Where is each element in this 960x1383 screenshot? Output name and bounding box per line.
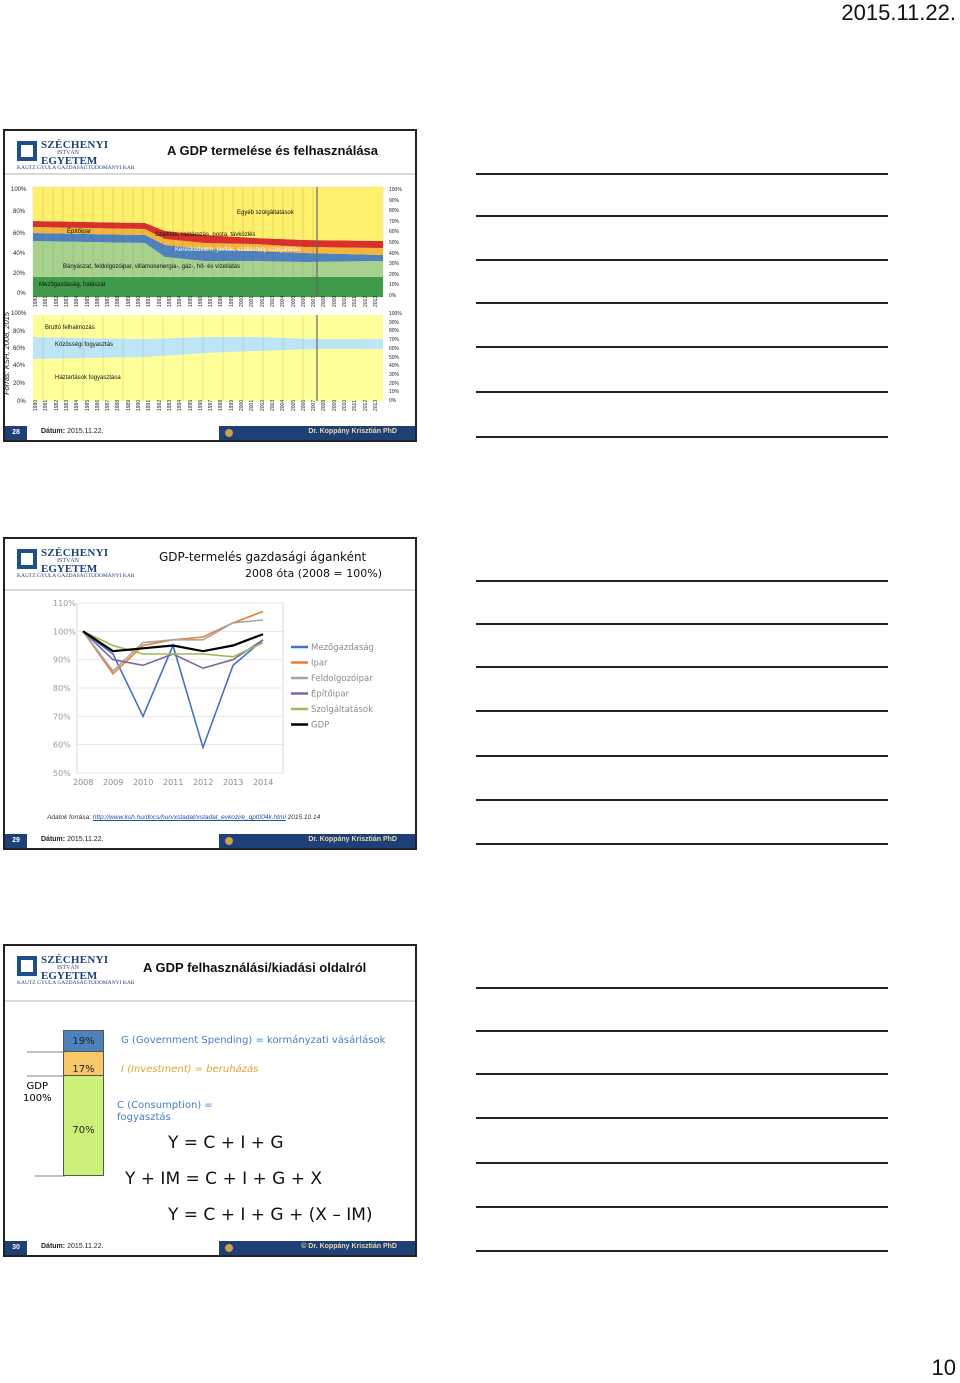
desc-c-line: fogyasztás (117, 1112, 171, 1123)
date-value: 2015.11.22. (67, 1243, 104, 1250)
university-logo (17, 547, 135, 579)
year-tick: 2004 (280, 295, 287, 307)
right-axis (387, 311, 415, 407)
y-tick-label: 80% (53, 684, 71, 693)
gdp-segment-i: 17% (63, 1052, 104, 1076)
year-tick: 1996 (197, 295, 204, 307)
y-tick: 80% (13, 209, 26, 215)
year-tick: 1990 (136, 295, 142, 307)
year-tick: 1995 (187, 399, 194, 411)
year-tick: 2000 (239, 399, 245, 411)
date-label: Dátum: (41, 428, 66, 435)
note-line (476, 1117, 888, 1119)
slide-number: 29 (5, 834, 27, 848)
slide-number: 30 (5, 1241, 27, 1255)
year-tick: 1992 (156, 295, 163, 307)
year-tick: 1987 (105, 295, 112, 307)
note-line (476, 1162, 888, 1164)
year-tick: 2003 (269, 295, 276, 307)
right-axis-tick: 30% (389, 371, 400, 378)
legend-label: Építőipar (311, 689, 350, 700)
y-tick: 0% (17, 399, 26, 405)
note-line (476, 843, 888, 845)
source-line (47, 814, 320, 821)
y-tick: 100% (11, 311, 27, 317)
year-tick: 2005 (290, 295, 297, 307)
y-tick: 80% (13, 329, 26, 335)
right-axis-tick: 30% (389, 261, 400, 268)
year-tick: 2008 (321, 399, 328, 411)
desc-g: G (Government Spending) = kormányzati vásárlások (121, 1035, 386, 1046)
date-value: 2015.11.22. (67, 428, 104, 435)
band-label: Bányászat, feldolgozóipar, villamosenergia-, gáz-, hő- és vízellátás (63, 264, 241, 270)
year-axis (33, 399, 393, 419)
year-tick: 1980 (33, 399, 39, 411)
year-tick: 1982 (53, 295, 60, 307)
year-tick: 2011 (352, 400, 359, 411)
year-tick: 1981 (43, 295, 50, 307)
slide-footer (5, 1241, 415, 1255)
slide-title: A GDP felhasználási/kiadási oldalról (143, 960, 367, 975)
year-tick: 1987 (105, 399, 112, 411)
note-line (476, 666, 888, 668)
x-tick-label: 2009 (103, 778, 124, 787)
year-tick: 2002 (259, 295, 266, 307)
footer-author: Dr. Koppány Krisztián PhD (308, 428, 397, 435)
footer-emblem-icon (225, 429, 233, 437)
equation-2: Y + IM = C + I + G + X (125, 1169, 323, 1189)
year-tick: 1990 (136, 399, 142, 411)
y-tick-label: 50% (53, 769, 71, 778)
gdp-segment-g: 19% (63, 1030, 104, 1052)
year-tick: 2013 (372, 399, 379, 411)
band-label: Háztartások fogyasztása (55, 375, 121, 381)
slide-title: GDP-termelés gazdasági áganként (159, 550, 367, 564)
year-tick: 1989 (125, 295, 132, 307)
right-axis-tick: 60% (389, 345, 400, 352)
year-tick: 2001 (249, 295, 256, 307)
note-line (476, 1250, 888, 1252)
university-logo (17, 139, 135, 171)
logo-text: SZÉCHENYI (41, 954, 109, 966)
slide-header (5, 131, 415, 175)
footer-date (41, 428, 104, 435)
year-tick: 1988 (115, 399, 122, 411)
year-tick: 2006 (300, 295, 307, 307)
source-date: 2015.10.14 (287, 814, 321, 821)
year-tick: 1980 (33, 295, 39, 307)
note-line (476, 710, 888, 712)
x-tick-label: 2013 (223, 778, 244, 787)
slide-title: A GDP termelése és felhasználása (167, 143, 379, 158)
year-tick: 1995 (187, 295, 194, 307)
year-tick: 1999 (228, 295, 235, 307)
logo-mark-icon (17, 549, 37, 569)
slide-subtitle: 2008 óta (2008 = 100%) (245, 567, 383, 580)
y-tick: 100% (11, 187, 27, 193)
year-tick: 1997 (208, 295, 215, 307)
year-tick: 2011 (352, 296, 359, 307)
y-tick-label: 100% (53, 627, 76, 637)
right-axis-tick: 100% (389, 311, 402, 317)
right-axis-tick: 20% (389, 380, 400, 387)
note-line (476, 580, 888, 582)
year-tick: 1997 (208, 399, 215, 411)
logo-mark-icon (17, 141, 37, 161)
y-tick: 20% (13, 271, 26, 277)
source-label: Adatok forrása: (47, 814, 92, 821)
logo-text: KAUTZ GYULA GAZDASÁGTUDOMÁNYI KAR (17, 573, 135, 579)
x-tick-label: 2014 (253, 778, 274, 787)
year-tick: 2005 (290, 399, 297, 411)
year-tick: 2001 (249, 399, 256, 411)
year-tick: 1993 (166, 295, 173, 307)
note-line (476, 173, 888, 175)
y-tick: 40% (13, 363, 26, 369)
desc-i: I (Investment) = beruházás (121, 1064, 259, 1075)
source-link[interactable]: http://www.ksh.hu/docs/hun/xstadat/xstadat_evkozi/e_qpt004k.html (92, 814, 286, 821)
page-date: 2015.11.22. (841, 0, 956, 25)
right-axis-tick: 50% (389, 354, 400, 361)
year-tick: 1985 (84, 295, 91, 307)
note-line (476, 799, 888, 801)
year-tick: 2010 (342, 295, 348, 307)
footer-date (41, 1243, 104, 1250)
y-tick: 0% (17, 291, 26, 297)
x-tick-label: 2012 (193, 778, 214, 787)
footer-author: © Dr. Koppány Krisztián PhD (301, 1243, 397, 1250)
note-line (476, 1206, 888, 1208)
band-label: Építőipar (67, 229, 92, 235)
y-tick: 20% (13, 381, 26, 387)
band-label: Közösségi fogyasztás (55, 342, 114, 348)
right-axis-tick: 40% (389, 363, 400, 370)
right-axis-tick: 90% (389, 319, 400, 326)
year-tick: 1996 (197, 399, 204, 411)
slide-footer (5, 426, 415, 440)
right-axis-tick: 60% (389, 229, 400, 236)
band-label: Egyéb szolgáltatások (237, 210, 294, 216)
year-tick: 2000 (239, 295, 245, 307)
y-tick: 60% (13, 231, 26, 237)
year-tick: 1991 (146, 295, 153, 307)
right-axis-tick: 70% (389, 218, 400, 225)
date-label: Dátum: (41, 1243, 66, 1250)
year-tick: 1985 (84, 399, 91, 411)
page-number: 10 (931, 1355, 956, 1380)
legend-label: Mezőgazdaság (311, 643, 374, 653)
right-axis-tick: 50% (389, 240, 400, 246)
note-line (476, 623, 888, 625)
y-tick-label: 90% (53, 655, 71, 665)
right-axis-tick: 70% (389, 337, 400, 344)
logo-text: KAUTZ GYULA GAZDASÁGTUDOMÁNYI KAR (17, 165, 135, 171)
desc-c (117, 1100, 213, 1124)
right-axis-tick: 10% (389, 282, 400, 289)
slide-header (5, 539, 415, 591)
x-tick-label: 2008 (73, 778, 94, 787)
logo-text: EGYETEM (41, 970, 98, 982)
logo-text: SZÉCHENYI (41, 547, 109, 559)
note-line (476, 391, 888, 393)
logo-text: KAUTZ GYULA GAZDASÁGTUDOMÁNYI KAR (17, 980, 135, 986)
year-tick: 1986 (94, 399, 101, 411)
note-line (476, 259, 888, 261)
footer-author: Dr. Koppány Krisztián PhD (308, 836, 397, 843)
year-tick: 1984 (74, 295, 81, 307)
y-tick: 60% (13, 346, 26, 352)
year-axis (33, 295, 393, 315)
note-line (476, 1073, 888, 1075)
right-axis-tick: 20% (389, 271, 400, 278)
year-tick: 1984 (74, 399, 81, 411)
x-tick-label: 2011 (163, 778, 184, 787)
logo-text: ISTVÁN (57, 150, 79, 156)
band-label: Szállítás, raktározás, posta, távközlés (155, 232, 256, 238)
year-tick: 1983 (63, 399, 70, 411)
x-tick-label: 2010 (133, 778, 154, 787)
logo-text: EGYETEM (41, 563, 98, 575)
note-line (476, 346, 888, 348)
logo-text: ISTVÁN (57, 558, 79, 564)
y-tick-label: 110% (53, 599, 76, 608)
year-tick: 2008 (321, 295, 328, 307)
year-tick: 2010 (342, 399, 348, 411)
right-axis-tick: 100% (389, 187, 402, 193)
slide-gdp-expenditure (3, 944, 417, 1257)
source-label: Forrás: KSH, 2008, 2015 (1, 312, 11, 395)
year-tick: 1992 (156, 399, 163, 411)
y-tick: 40% (13, 251, 26, 257)
gdp-segment-c: 70% (63, 1076, 104, 1176)
logo-text: ISTVÁN (57, 965, 79, 971)
year-tick: 1986 (94, 295, 101, 307)
year-tick: 1982 (53, 399, 60, 411)
right-axis (387, 187, 415, 299)
sector-line-chart (5, 597, 415, 817)
note-line (476, 1030, 888, 1032)
note-line (476, 215, 888, 217)
year-tick: 2013 (372, 295, 379, 307)
legend-label: Ipar (311, 658, 328, 669)
year-tick: 1988 (115, 295, 122, 307)
year-tick: 2003 (269, 399, 276, 411)
right-axis-tick: 80% (389, 208, 400, 215)
right-axis-tick: 80% (389, 328, 400, 335)
year-tick: 1989 (125, 399, 132, 411)
logo-text: EGYETEM (41, 155, 98, 167)
y-tick-label: 60% (53, 740, 71, 750)
slide-gdp-by-sector (3, 537, 417, 850)
right-axis-tick: 90% (389, 197, 400, 204)
legend-label: GDP (311, 720, 330, 731)
year-tick: 1981 (43, 399, 50, 411)
date-label: Dátum: (41, 836, 66, 843)
year-tick: 2006 (300, 399, 307, 411)
year-tick: 1983 (63, 295, 70, 307)
equation-3: Y = C + I + G + (X – IM) (168, 1205, 373, 1225)
gdp-label-line: GDP (26, 1081, 49, 1092)
year-tick: 1993 (166, 399, 173, 411)
footer-date (41, 836, 104, 843)
year-tick: 1999 (228, 399, 235, 411)
equation-1: Y = C + I + G (168, 1133, 284, 1153)
gdp-label-line: 100% (23, 1093, 52, 1104)
year-tick: 2009 (331, 399, 338, 411)
note-line (476, 987, 888, 989)
year-tick: 1998 (218, 399, 225, 411)
note-line (476, 302, 888, 304)
right-axis-tick: 10% (389, 389, 400, 396)
year-tick: 1991 (146, 399, 153, 411)
slide-gdp-production-use (3, 129, 417, 442)
year-tick: 2012 (362, 399, 369, 411)
band-label: Bruttó felhalmozás (45, 325, 95, 331)
logo-text: SZÉCHENYI (41, 139, 109, 151)
legend-label: Szolgáltatások (311, 705, 374, 715)
year-tick: 2002 (259, 399, 266, 411)
band-label: Kereskedelem, javítás, szálláshely-szolgáltatás (175, 247, 301, 253)
slide-number: 28 (5, 426, 27, 440)
legend-label: Feldolgozóipar (311, 674, 373, 684)
year-tick: 1994 (177, 399, 184, 411)
year-tick: 2009 (331, 295, 338, 307)
band-label: Mezőgazdaság, halászat (39, 282, 106, 288)
year-tick: 2007 (311, 295, 318, 307)
right-axis-tick: 0% (389, 398, 397, 404)
slide-footer (5, 834, 415, 848)
footer-bar (219, 834, 415, 848)
year-tick: 2012 (362, 295, 369, 307)
year-tick: 1994 (177, 295, 184, 307)
desc-c-line: C (Consumption) = (117, 1100, 213, 1111)
right-axis-tick: 40% (389, 250, 400, 257)
year-tick: 2004 (280, 399, 287, 411)
note-line (476, 436, 888, 438)
footer-emblem-icon (225, 837, 233, 845)
y-tick-label: 70% (53, 712, 71, 722)
year-tick: 1998 (218, 295, 225, 307)
right-axis-tick: 0% (389, 293, 397, 299)
footer-emblem-icon (225, 1244, 233, 1252)
note-line (476, 755, 888, 757)
footer-bar (219, 426, 415, 440)
year-tick: 2007 (311, 399, 318, 411)
date-value: 2015.11.22. (67, 836, 104, 843)
footer-bar (219, 1241, 415, 1255)
